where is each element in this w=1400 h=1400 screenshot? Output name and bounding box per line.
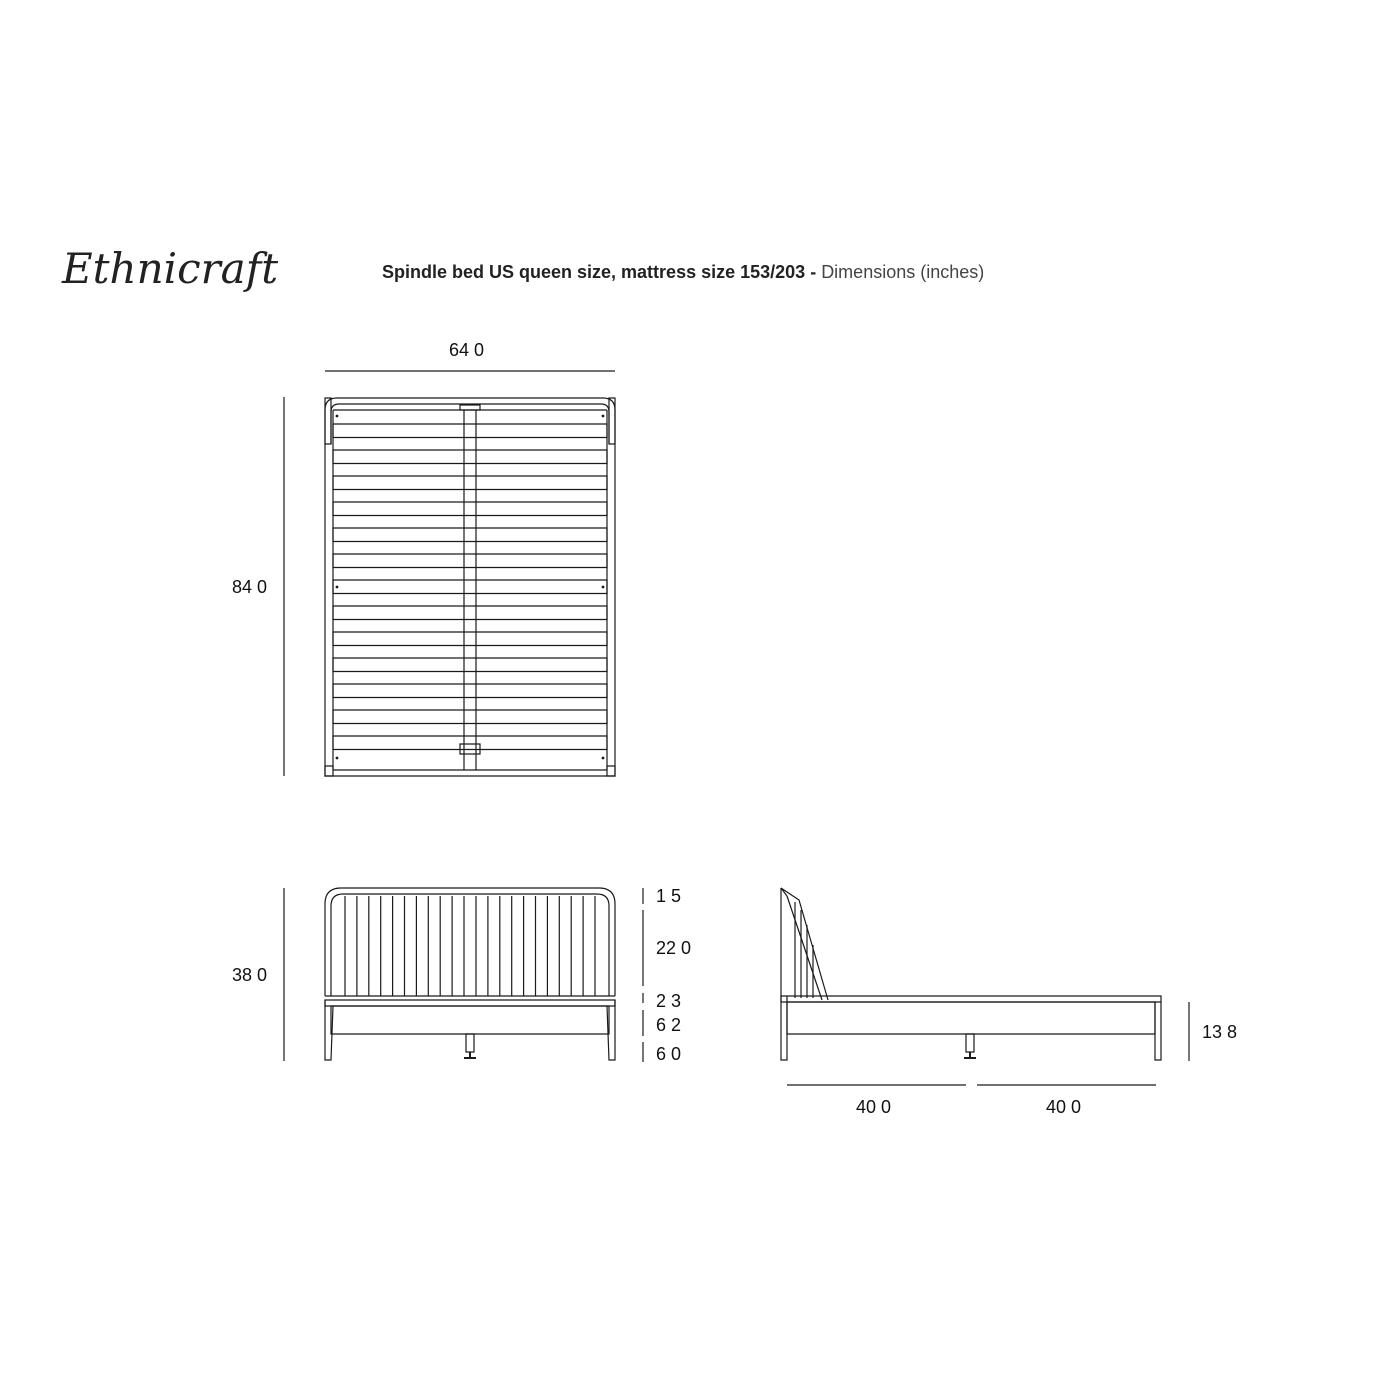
side-center-foot [966, 1034, 974, 1052]
title-separator: - [805, 262, 822, 282]
front-center-foot [466, 1034, 474, 1052]
slat [333, 632, 607, 646]
slat [333, 736, 607, 750]
side-length-label-2: 40 0 [1046, 1097, 1082, 1117]
top-center-head-bracket [460, 405, 480, 410]
front-spindles [345, 896, 595, 996]
front-segment-4: 6 2 [656, 1015, 682, 1035]
front-left-leg [325, 1000, 333, 1060]
top-slats [333, 424, 607, 750]
slat [333, 710, 607, 724]
top-width-label: 64 0 [449, 340, 485, 360]
slat [333, 606, 607, 620]
slat [333, 450, 607, 464]
slat [333, 502, 607, 516]
side-top-rail [781, 996, 1161, 1002]
front-segment-3: 2 3 [656, 991, 682, 1011]
top-outer-frame [325, 398, 615, 776]
side-rail [787, 1002, 1155, 1034]
front-segment-5: 6 0 [656, 1044, 682, 1064]
side-head-post [781, 888, 787, 1060]
top-length-label: 84 0 [232, 577, 268, 597]
side-length-label-1: 40 0 [856, 1097, 892, 1117]
front-headboard-inner [331, 894, 609, 996]
front-right-leg [607, 1000, 615, 1060]
slat [333, 476, 607, 490]
title-product: Spindle bed US queen size, mattress size 153/203 [382, 262, 806, 282]
slat [333, 658, 607, 672]
slat [333, 528, 607, 542]
title-suffix: Dimensions (inches) [821, 262, 985, 282]
front-view [284, 888, 643, 1062]
side-headboard-back [781, 888, 828, 1000]
front-side-rail [331, 1006, 609, 1034]
side-height-label: 13 8 [1202, 1022, 1238, 1042]
side-headboard-front [787, 896, 822, 1000]
slat [333, 684, 607, 698]
slat [333, 424, 607, 438]
side-foot-post [1155, 1002, 1161, 1060]
top-left-foot-post [325, 766, 333, 776]
front-segment-1: 1 5 [656, 886, 682, 906]
top-view [284, 371, 615, 776]
front-segment-2: 22 0 [656, 938, 692, 958]
slat [333, 580, 607, 594]
top-right-foot-post [607, 766, 615, 776]
front-height-label: 38 0 [232, 965, 268, 985]
side-view [781, 888, 1189, 1085]
front-top-rail [325, 1000, 615, 1006]
slat [333, 554, 607, 568]
ethnicraft-logo: Ethnicraft [62, 244, 279, 293]
